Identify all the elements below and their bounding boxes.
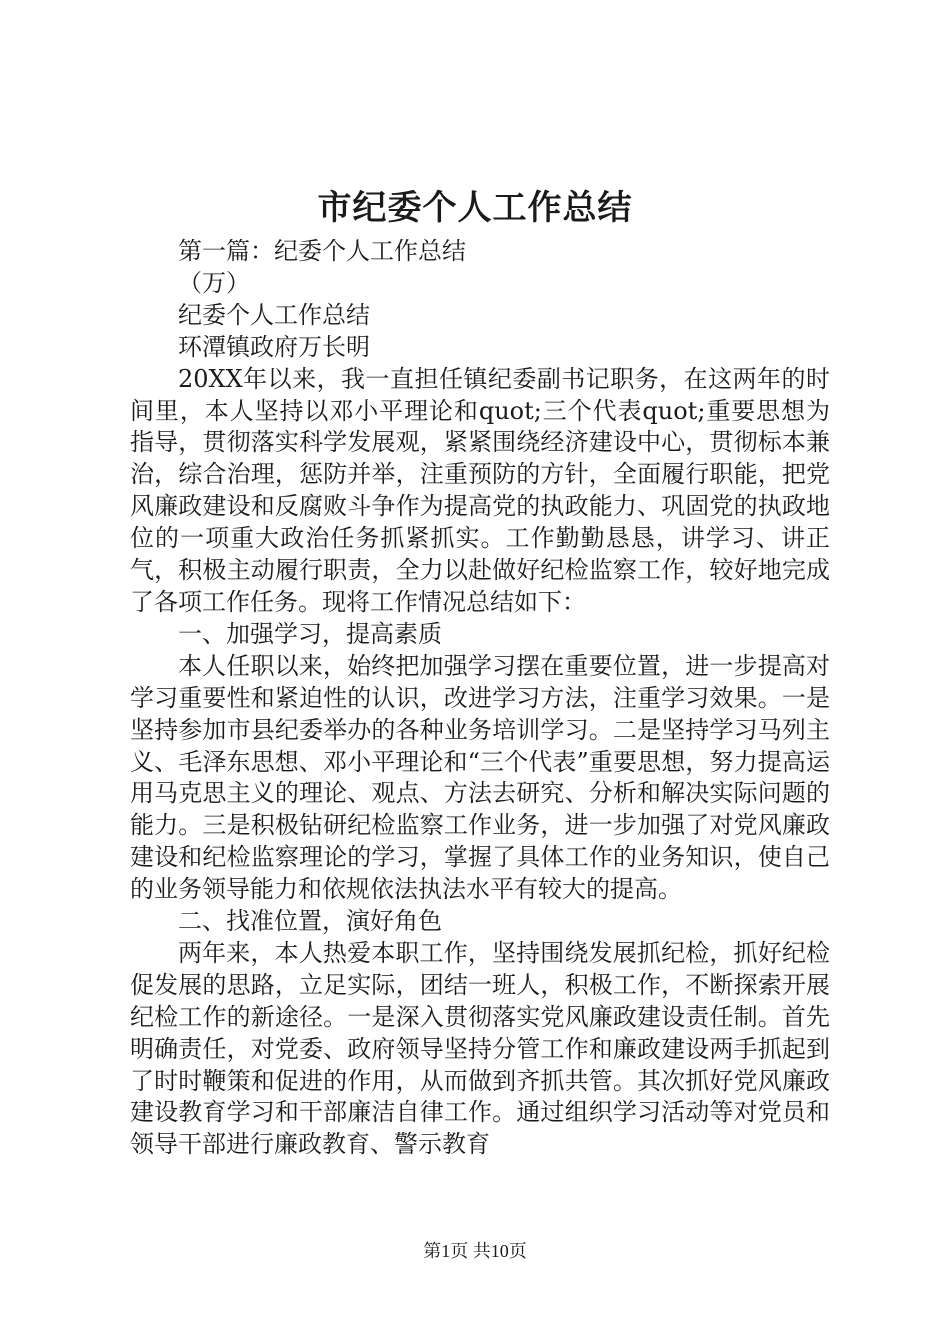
paragraph: 本人任职以来，始终把加强学习摆在重要位置，进一步提高对学习重要性和紧迫性的认识，改进学习方法，注重学习效果。一是坚持参加市县纪委举办的各种业务培训学习。二是坚持学习马列主义、毛泽东思想、邓小平理论和“三个代表”重要思想，努力提高运用马克思主义的理论、观点、方法去研究、分析和解决实际问题的能力。三是积极钻研纪检监察工作业务，进一步加强了对党风廉政建设和纪检监察理论的学习，掌握了具体工作的业务知识，使自己的业务领导能力和依规依法执法水平有较大的提高。 [130, 651, 830, 904]
subtitle: 纪委个人工作总结 [178, 300, 370, 329]
section-heading: 一、加强学习，提高素质 [178, 619, 442, 648]
page-number-footer: 第1页 共10页 [423, 1241, 527, 1261]
author-note: （万） [178, 268, 250, 297]
paragraph: 两年来，本人热爱本职工作，坚持围绕发展抓纪检，抓好纪检促发展的思路，立足实际，团结一班人，积极工作，不断探索开展纪检工作的新途径。一是深入贯彻落实党风廉政建设责任制。首先明确责任，对党委、政府领导坚持分管工作和廉政建设两手抓起到了时时鞭策和促进的作用，从而做到齐抓共管。其次抓好党风廉政建设教育学习和干部廉洁自律工作。通过组织学习活动等对党员和领导干部进行廉政教育、警示教育 [130, 938, 830, 1159]
author-line: 环潭镇政府万长明 [178, 332, 370, 361]
paragraph: 20XX年以来，我一直担任镇纪委副书记职务，在这两年的时间里，本人坚持以邓小平理论和quot;三个代表quot;重要思想为指导，贯彻落实科学发展观，紧紧围绕经济建设中心，贯彻标本兼治，综合治理，惩防并举，注重预防的方针，全面履行职能，把党风廉政建设和反腐败斗争作为提高党的执政能力、巩固党的执政地位的一项重大政治任务抓紧抓实。工作勤勤恳恳，讲学习、讲正气，积极主动履行职责，全力以赴做好纪检监察工作，较好地完成了各项工作任务。现将工作情况总结如下： [130, 364, 830, 616]
document-body [130, 236, 830, 1161]
document-title: 市纪委个人工作总结 [317, 188, 633, 228]
section-heading: 第一篇：纪委个人工作总结 [178, 237, 466, 265]
section-heading: 二、找准位置，演好角色 [178, 907, 442, 936]
